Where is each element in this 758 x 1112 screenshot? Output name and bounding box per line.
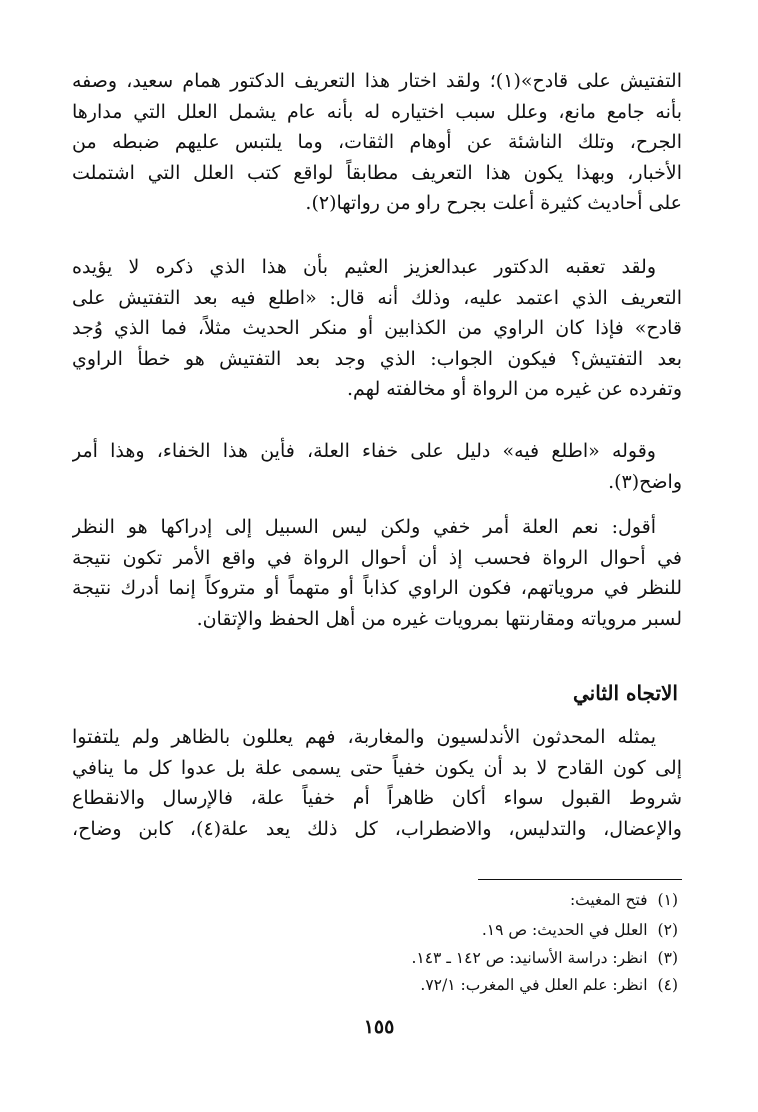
footnote-3 [411, 945, 678, 971]
footnote-text: العلل في الحديث: ص ١٩. [481, 921, 648, 939]
paragraph-line: وقوله «اطلع فيه» دليل على خفاء العلة، فأين هذا الخفاء، وهذا أمر [72, 440, 656, 462]
paragraph-line: أقول: نعم العلة أمر خفي ولكن ليس السبيل إلى إدراكها هو النظر [72, 516, 656, 538]
paragraph-line: للنظر في مروياتهم، فكون الراوي كذاباً أو متهماً أو متروكاً إنما أدرك نتيجة [72, 577, 682, 599]
paragraph-4 [72, 512, 682, 634]
paragraph-line: ولقد تعقبه الدكتور عبدالعزيز العثيم بأن هذا الذي ذكره لا يؤيده [72, 256, 656, 278]
footnote-number: (١) [657, 891, 678, 909]
footnote-number: (٤) [657, 976, 678, 994]
paragraph-line: التعريف الذي اعتمد عليه، وذلك أنه قال: «اطلع فيه بعد التفتيش على [72, 286, 682, 309]
paragraph-line: الجرح، وتلك الناشئة عن أوهام الثقات، وما يلتبس عليهم ضبطه من [72, 131, 682, 153]
footnote-text: انظر: علم العلل في المغرب: ٧٢/١. [420, 976, 648, 994]
paragraph-line: في أحوال الرواة فحسب إذ أن أحوال الرواة في واقع الأمر تكون نتيجة [72, 546, 682, 569]
footnote-number: (٣) [657, 949, 678, 967]
paragraph-line: الأخبار، وبهذا يكون هذا التعريف مطابقاً لواقع كتب العلل التي اشتملت [72, 161, 682, 184]
footnote-text: انظر: دراسة الأسانيد: ص ١٤٢ ـ ١٤٣. [411, 949, 648, 967]
paragraph-line: شروط القبول سواء أكان ظاهراً أم خفياً علة، فالإرسال والانقطاع [72, 787, 682, 809]
footnote-4 [420, 972, 678, 998]
paragraph-line: وتفرده عن غيره من الرواة أو مخالفته لهم. [347, 378, 682, 400]
footnote-separator [478, 879, 682, 880]
paragraph-3 [72, 436, 682, 497]
paragraph-5 [72, 722, 682, 844]
paragraph-line: قادح» فإذا كان الراوي من الكذابين أو منكر الحديث مثلاً، فما الذي وُجد [72, 317, 682, 339]
paragraph-line: والإعضال، والتدليس، والاضطراب، كل ذلك يعد علة(٤)، كابن وضاح، [72, 817, 682, 840]
paragraph-line: التفتيش على قادح»(١)؛ ولقد اختار هذا التعريف الدكتور همام سعيد، وصفه [72, 70, 682, 92]
section-heading: الاتجاه الثاني [573, 681, 678, 705]
footnote-2 [482, 917, 678, 943]
paragraph-line: إلى كون القادح لا بد أن يكون خفياً حتى يسمى علة بل عدوا كل ما ينافي [72, 756, 682, 779]
paragraph-2 [72, 252, 682, 405]
paragraph-1 [72, 66, 682, 219]
footnote-number: (٢) [657, 921, 678, 939]
paragraph-line: واضح(٣). [608, 470, 682, 493]
paragraph-line: لسبر مروياته ومقارنتها بمرويات غيره من أهل الحفظ والإتقان. [196, 607, 682, 630]
paragraph-line: بأنه جامع مانع، وعلل سبب اختياره له بأنه عام يشمل العلل التي مدارها [72, 100, 682, 123]
paragraph-line: بعد التفتيش؟ فيكون الجواب: الذي وجد بعد التفتيش هو خطأ الراوي [72, 347, 682, 370]
footnote-1 [570, 887, 678, 913]
paragraph-line: يمثله المحدثون الأندلسيون والمغاربة، فهم يعللون بالظاهر ولم يلتفتوا [72, 726, 656, 748]
page-number: ١٥٥ [363, 1016, 395, 1038]
paragraph-line: على أحاديث كثيرة أعلت بجرح راو من رواتها(٢). [305, 192, 682, 214]
footnote-text: فتح المغيث: [569, 891, 648, 909]
